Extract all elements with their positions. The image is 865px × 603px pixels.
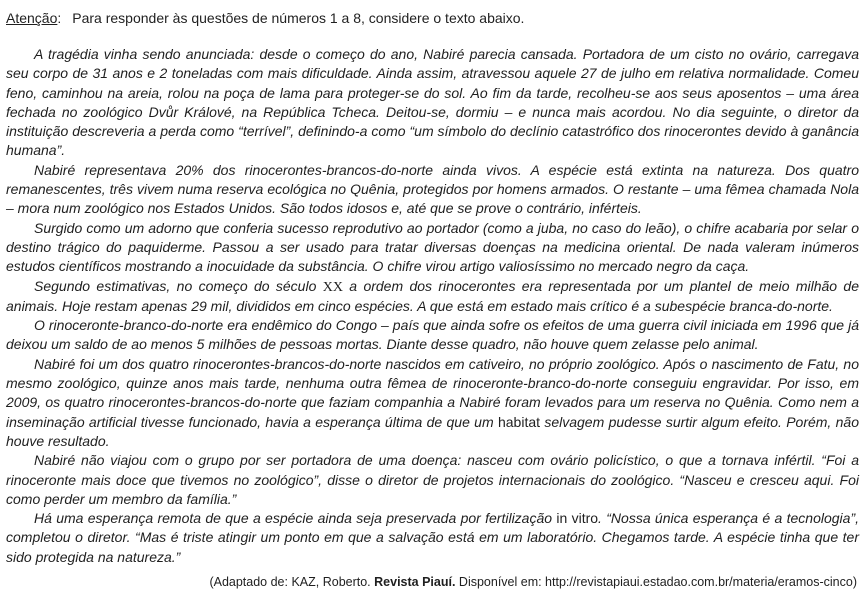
text-segment: Há uma esperança remota de que a espécie ainda seja preservada por fertilização <box>34 510 557 527</box>
text-segment: in vitro <box>556 510 599 527</box>
paragraph <box>6 316 859 355</box>
text-segment: selvagem pudesse surtir algum efeito. Porém, não houve resultado. <box>6 413 860 449</box>
text-segment: O rinoceronte-branco-do-norte era endêmico do Congo – país que ainda sofre os efeitos de uma guerra civil iniciada em 1996 que já deixou um saldo de ao menos 5 milhões de pessoas mortas. Diante desse quadro, não houve quem zelasse pelo animal. <box>6 317 859 353</box>
text-segment: XX <box>322 279 343 295</box>
text-segment: a ordem dos rinocerontes era representada por um plantel de meio milhão de animais. Hoje restam apenas 29 mil, divididos em cinco espécies. A que está em estado mais crítico é a subespécie branca-do-norte. <box>6 277 860 314</box>
paragraph <box>6 355 859 451</box>
paragraph <box>6 219 859 277</box>
attribution <box>6 574 857 590</box>
text-segment: Surgido como um adorno que conferia sucesso reprodutivo ao portador (como a juba, no caso do leão), o chifre acabaria por selar o destino trágico do paquiderme. Passou a ser usado para tratar diversas doenças na medicina oriental. De nada valeram inúmeros estudos científicos mostrando a inocuidade da substância. O chifre virou artigo valiosíssimo no mercado negro da caça. <box>6 219 859 275</box>
text-segment: . “Nossa única esperança é a tecnologia”, completou o diretor. “Mas é triste atingir um ponto em que a salvação está em um laboratório. Chegamos tarde. A espécie tinha que ter sido protegida na natureza.” <box>6 510 860 565</box>
text-segment: Nabiré foi um dos quatro rinocerontes-brancos-do-norte nascidos em cativeiro, no próprio zoológico. Após o nascimento de Fatu, no mesmo zoológico, quinze anos mais tarde, nenhuma outra fêmea de rinoceronte-branco-do-norte conseguiu engravidar. Por isso, em 2009, os quatro rinocerontes-brancos-do-norte que faziam companhia a Nabiré foram levados para um reserva no Quênia. Como nem a inseminação artificial tivesse funcionado, havia a esperança última de que um <box>6 355 859 430</box>
paragraph <box>6 277 859 317</box>
attribution-prefix: (Adaptado de: KAZ, Roberto. <box>209 575 375 590</box>
paragraph <box>6 45 859 161</box>
attribution-suffix: Disponível em: http://revistapiaui.estadao.com.br/materia/eramos-cinco) <box>455 575 857 590</box>
text-segment: Segundo estimativas, no começo do século <box>34 277 323 294</box>
text-segment: A tragédia vinha sendo anunciada: desde o começo do ano, Nabiré parecia cansada. Portadora de um cisto no ovário, carregava seu corpo de 31 anos e 2 toneladas com mais dificuldade. Ainda assim, atravessou aquele 27 de julho em relativa normalidade. Comeu feno, caminhou na areia, rolou na poça de lama para proteger-se do sol. Ao fim da tarde, recolheu-se aos seus aposentos – uma área fechada no zoológico Dvůr Králové, na República Tcheca. Deitou-se, dormiu – e nunca mais acordou. No dia seguinte, o diretor da instituição descreveria a perda como “terrível”, definindo-a como “um símbolo do declínio catastrófico dos rinocerontes devido à ganância humana”. <box>6 46 859 159</box>
notice-header <box>6 9 859 28</box>
document-page <box>6 9 859 590</box>
attention-colon: : <box>57 10 62 26</box>
paragraph <box>6 161 859 219</box>
text-segment: Nabiré representava 20% dos rinocerontes-brancos-do-norte ainda vivos. A espécie está extinta na natureza. Dos quatro remanescentes, três vivem numa reserva ecológica no Quênia, protegidos por homens armados. O restante – uma fêmea chamada Nola – mora num zoológico nos Estados Unidos. São todos idosos e, até que se prove o contrário, inférteis. <box>6 161 859 217</box>
paragraph <box>6 451 859 509</box>
paragraph <box>6 509 859 567</box>
text-segment: Nabiré não viajou com o grupo por ser portadora de uma doença: nasceu com ovário policístico, o que a tornava infértil. “Foi a rinoceronte mais doce que tivemos no zoológico”, disse o diretor de projetos internacionais do zoológico. “Nasceu e cresceu aqui. Foi como perder um membro da família.” <box>6 452 859 507</box>
attention-label: Atenção <box>6 10 58 26</box>
attribution-source: Revista Piauí. <box>374 575 456 590</box>
notice-text: Para responder às questões de números 1 a 8, considere o texto abaixo. <box>72 10 525 26</box>
text-segment: habitat <box>497 413 541 430</box>
article-body <box>6 45 859 567</box>
